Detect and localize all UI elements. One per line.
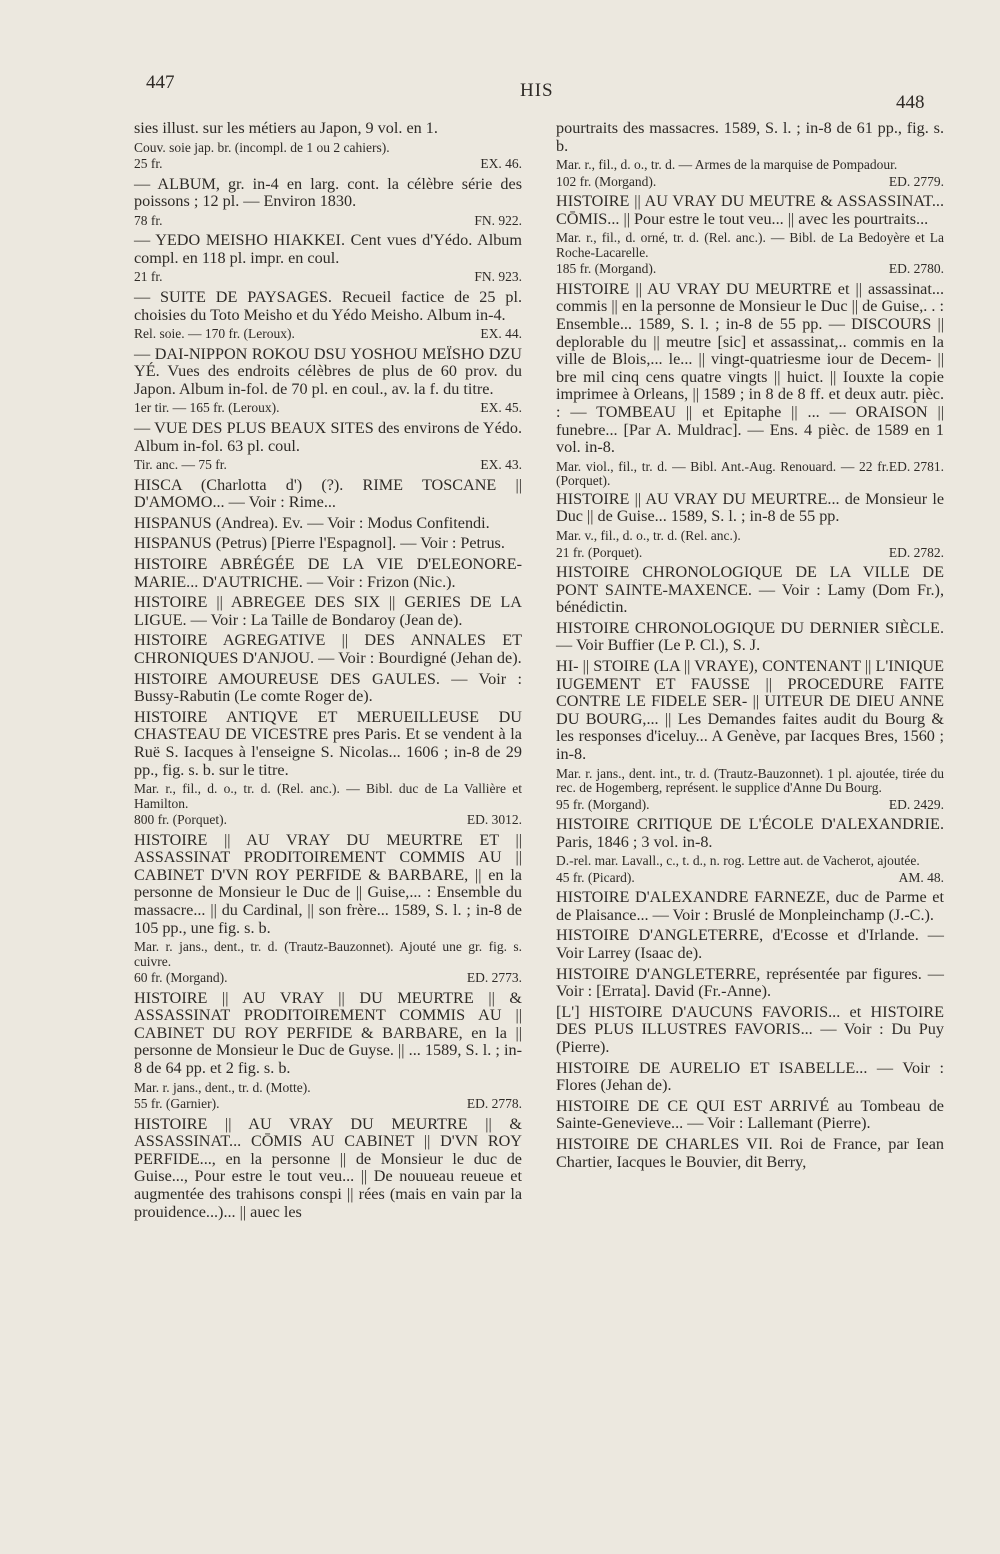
catalogue-entry (134, 458, 522, 473)
entry-text: Couv. soie jap. br. (incompl. de 1 ou 2 cahiers). (134, 139, 390, 155)
entry-reference: ED. 2779. (888, 173, 944, 189)
entry-text: HISTOIRE ABRÉGÉE DE LA VIE D'ELEONORE-MARIE... D'AUTRICHE. — Voir : Frizon (Nic.). (134, 555, 522, 591)
entry-text: Mar. r., fil., d. o., tr. d. (Rel. anc.). — Bibl. duc de La Vallière et Hamilton. (134, 781, 522, 811)
entry-text: — ALBUM, gr. in-4 en larg. cont. la célèbre série des poissons ; 12 pl. — Environ 1830. (134, 174, 522, 211)
entry-reference: FN. 923. (474, 269, 522, 285)
page-number-right: 448 (896, 92, 925, 113)
entry-text: HISTOIRE AMOUREUSE DES GAULES. — Voir : Bussy-Rabutin (Le comte Roger de). (134, 669, 522, 706)
catalogue-entry (134, 813, 522, 828)
catalogue-entry (556, 491, 944, 526)
catalogue-entry (556, 262, 944, 277)
entry-text: Mar. viol., fil., tr. d. — Bibl. Ant.-Aug. Renouard. — 22 fr. (Porquet). (556, 458, 889, 489)
catalogue-entry (556, 1060, 944, 1095)
entry-text: 21 fr. (Porquet). (556, 544, 643, 560)
entry-text: 45 fr. (Picard). (556, 869, 635, 885)
catalogue-entry (134, 270, 522, 285)
entry-text: — YEDO MEISHO HIAKKEI. Cent vues d'Yédo. Album compl. en 118 pl. impr. en coul. (134, 231, 522, 267)
entry-text: 55 fr. (Garnier). (134, 1096, 220, 1112)
entry-text: D.-rel. mar. Lavall., c., t. d., n. rog. Lettre aut. de Vacherot, ajoutée. (556, 853, 920, 869)
catalogue-entry (134, 141, 522, 156)
entry-text: HISTOIRE || AU VRAY DU MEURTRE et || assassinat... commis || en la personne de Monsieur le Duc || de Guise,. . : Ensemble... 1589, S. l. ; in-8 de 55 pp. — DISCOURS || deplorable du || meutre [sic] et assassinat,.. commis en la ville de Blois,... le... || vingt-quatriesme iour de Decem- || bre mil cinq cens quatre vingts || huict. || Iouxte la copie imprimee à Orleans, || 1589 ; in 8 de 8 ff. et deux autr. pièc. : — TOMBEAU || et Epitaphe || ... — ORAISON || funebre... [Par A. Muldrac]. — Ens. 4 pièc. de 1589 en 1 vol. in-8. (556, 279, 944, 457)
catalogue-entry (134, 594, 522, 629)
catalogue-entry (556, 529, 944, 544)
catalogue-entry (556, 158, 944, 173)
entry-text: HISTOIRE CHRONOLOGIQUE DE LA VILLE DE PONT SAINTE-MAXENCE. — Voir : Lamy (Dom Fr.), bénédictin. (556, 563, 944, 617)
catalogue-entry (134, 782, 522, 811)
catalogue-entry (134, 157, 522, 172)
entry-text: HISTOIRE || AU VRAY DU MEURTRE || & ASSASSINAT... CŌMIS AU CABINET || D'VN ROY PERFIDE..., en la personne || de Monsieur le duc de Guise..., Pour estre le tout veu... || De nouueau reueue et augmentée des trahisons conspi || rées (mais en vain par la prouidence...)... || auec les (134, 1114, 522, 1221)
entry-reference: ED. 2782. (888, 544, 944, 560)
entry-text: Mar. r., fil., d. orné, tr. d. (Rel. anc.). — Bibl. de La Bedoyère et La Roche-Lacarelle. (556, 230, 944, 260)
entry-reference: ED. 2429. (888, 796, 944, 812)
catalogue-entry (134, 556, 522, 591)
entry-reference: AM. 48. (898, 869, 944, 885)
catalogue-entry (556, 281, 944, 457)
entry-text: Mar. r. jans., dent., tr. d. (Motte). (134, 1079, 311, 1095)
catalogue-entry (134, 940, 522, 969)
entry-text: Mar. r. jans., dent. int., tr. d. (Trautz-Bauzonnet). 1 pl. ajoutée, tirée du rec. de Hogemberg, représent. le supplice d'Anne Du Bourg. (556, 765, 944, 796)
catalogue-entry (134, 709, 522, 779)
entry-text: 78 fr. (134, 212, 163, 228)
entry-text: pourtraits des massacres. 1589, S. l. ; in-8 de 61 pp., fig. s. b. (556, 119, 944, 155)
entry-text: Mar. v., fil., d. o., tr. d. (Rel. anc.). (556, 528, 741, 543)
entry-text: HISTOIRE DE AURELIO ET ISABELLE... — Voir : Flores (Jehan de). (556, 1058, 944, 1095)
catalogue-entry (134, 289, 522, 324)
entry-text: HISCA (Charlotta d') (?). RIME TOSCANE || D'AMOMO... — Voir : Rime... (134, 475, 522, 512)
entry-reference: ED. 3012. (466, 812, 522, 828)
catalogue-entry (556, 798, 944, 813)
catalogue-entry (556, 871, 944, 886)
catalogue-entry (134, 346, 522, 399)
entry-text: HISTOIRE || AU VRAY DU MEURTRE ET || ASSASSINAT PRODITOIREMENT COMMIS AU || CABINET D'VN ROY PERFIDE & BARBARE, || en la personne de Monsieur le Duc de || Guise,... : Ensemble du massacre... || du Cardinal, || son frère... 1589, S. l. ; in-8 de 105 pp., une fig. s. b. (134, 830, 522, 937)
entry-text: HI- || STOIRE (LA || VRAYE), CONTENANT || L'INIQUE IUGEMENT ET FAUSSE || PROCEDURE FAITE CONTRE LE FIDELE SER- || UITEUR DE DIEU ANNE DU BOURG,... || Les Demandes faites audit du Bourg & les responses d'iceluy... A Genève, par Iacques Bres, 1560 ; in-8. (556, 656, 944, 763)
catalogue-entry (134, 971, 522, 986)
catalogue-entry (134, 632, 522, 667)
entry-text: 1er tir. — 165 fr. (Leroux). (134, 400, 280, 416)
entry-text: HISTOIRE DE CHARLES VII. Roi de France, par Iean Chartier, Iacques le Bouvier, dit Berry, (556, 1134, 944, 1171)
entry-text: Mar. r. jans., dent., tr. d. (Trautz-Bauzonnet). Ajouté une gr. fig. s. cuivre. (134, 939, 522, 969)
entry-text: HISTOIRE || AU VRAY || DU MEURTRE || & ASSASSINAT PRODITOIREMENT COMMIS AU || CABINET DU ROY PERFIDE & BARBARE, en la || personne de Monsieur le Duc de Guyse. || ... 1589, S. l. ; in-8 de 64 pp. et 2 fig. s. b. (134, 988, 522, 1078)
entry-text: 95 fr. (Morgand). (556, 796, 650, 812)
left-column (134, 120, 522, 1224)
catalogue-entry (134, 1081, 522, 1096)
catalogue-entry (556, 658, 944, 764)
entry-text: HISPANUS (Petrus) [Pierre l'Espagnol]. — Voir : Petrus. (134, 534, 505, 553)
catalogue-entry (556, 966, 944, 1001)
catalogue-entry (134, 1116, 522, 1222)
entry-text: Rel. soie. — 170 fr. (Leroux). (134, 326, 295, 342)
entry-text: Mar. r., fil., d. o., tr. d. — Armes de la marquise de Pompadour. (556, 157, 898, 173)
entry-text: HISTOIRE ANTIQVE ET MERUEILLEUSE DU CHASTEAU DE VICESTRE pres Paris. Et se vendent à la Ruë S. Iacques à l'enseigne S. Nicolas... 1606 ; in-8 de 29 pp., fig. s. b. sur le titre. (134, 707, 522, 779)
catalogue-entry (134, 232, 522, 267)
catalogue-entry (134, 990, 522, 1078)
catalogue-entry (556, 460, 944, 489)
entry-reference: EX. 43. (480, 457, 522, 473)
right-column (556, 120, 944, 1174)
entry-reference: FN. 922. (474, 212, 522, 228)
entry-reference: EX. 45. (480, 400, 522, 416)
catalogue-entry (134, 832, 522, 938)
entry-reference: EX. 44. (480, 326, 522, 342)
entry-text: — SUITE DE PAYSAGES. Recueil factice de 25 pl. choisies du Toto Meisho et du Yédo Meisho. Album in-4. (134, 287, 522, 324)
catalogue-entry (134, 1097, 522, 1112)
catalogue-entry (556, 564, 944, 617)
catalogue-entry (556, 1136, 944, 1171)
entry-text: HISTOIRE DE CE QUI EST ARRIVÉ au Tombeau de Sainte-Genevieve... — Voir : Lallemant (Pierre). (556, 1096, 944, 1133)
entry-text: HISTOIRE AGREGATIVE || DES ANNALES ET CHRONIQUES D'ANJOU. — Voir : Bourdigné (Jehan de). (134, 631, 522, 667)
entry-text: — VUE DES PLUS BEAUX SITES des environs de Yédo. Album in-fol. 63 pl. coul. (134, 418, 522, 455)
entry-text: 800 fr. (Porquet). (134, 812, 227, 828)
entry-text: HISTOIRE || ABREGEE DES SIX || GERIES DE LA LIGUE. — Voir : La Taille de Bondaroy (Jean de). (134, 593, 522, 629)
catalogue-entry (556, 854, 944, 869)
entry-text: HISTOIRE D'ANGLETERRE, d'Ecosse et d'Irlande. — Voir Larrey (Isaac de). (556, 926, 944, 962)
entry-text: 25 fr. (134, 156, 163, 172)
catalogue-entry (134, 401, 522, 416)
catalogue-entry (134, 176, 522, 211)
catalogue-entry (556, 231, 944, 260)
entry-text: 60 fr. (Morgand). (134, 970, 228, 986)
catalogue-entry (556, 927, 944, 962)
catalogue-entry (134, 671, 522, 706)
entry-text: HISTOIRE D'ANGLETERRE, représentée par figures. — Voir : [Errata]. David (Fr.-Anne). (556, 964, 944, 1001)
catalogue-entry (134, 327, 522, 342)
entry-text: HISTOIRE CRITIQUE DE L'ÉCOLE D'ALEXANDRIE. Paris, 1846 ; 3 vol. in-8. (556, 815, 944, 851)
catalogue-entry (134, 515, 522, 533)
catalogue-entry (556, 767, 944, 796)
catalogue-entry (134, 477, 522, 512)
entry-text: [L'] HISTOIRE D'AUCUNS FAVORIS... et HISTOIRE DES PLUS ILLUSTRES FAVORIS... — Voir : Du Puy (Pierre). (556, 1002, 944, 1056)
running-title: HIS (520, 80, 554, 101)
entry-text: 21 fr. (134, 269, 163, 285)
entry-reference: ED. 2781. (888, 458, 944, 474)
catalogue-entry (556, 120, 944, 155)
catalogue-entry (556, 193, 944, 228)
catalogue-entry (556, 816, 944, 851)
catalogue-entry (134, 420, 522, 455)
entry-text: — DAI-NIPPON ROKOU DSU YOSHOU MEÏSHO DZU YÉ. Vues des endroits célèbres de plus de 60 prov. du Japon. Album in-fol. de 70 pl. en coul., av. la f. du titre. (134, 344, 522, 398)
catalogue-entry (556, 175, 944, 190)
catalogue-entry (134, 120, 522, 138)
entry-text: Tir. anc. — 75 fr. (134, 457, 227, 473)
catalogue-entry (134, 214, 522, 229)
page-number-left: 447 (146, 72, 175, 93)
entry-text: HISTOIRE D'ALEXANDRE FARNEZE, duc de Parme et de Plaisance... — Voir : Bruslé de Monpleinchamp (J.-C.). (556, 888, 944, 924)
entry-text: HISTOIRE || AU VRAY DU MEURTRE... de Monsieur le Duc || de Guise... 1589, S. l. ; in-8 de 55 pp. (556, 489, 944, 526)
entry-text: HISTOIRE CHRONOLOGIQUE DU DERNIER SIÈCLE. — Voir Buffier (Le P. Cl.), S. J. (556, 618, 944, 655)
entry-reference: ED. 2773. (466, 970, 522, 986)
entry-reference: ED. 2778. (466, 1096, 522, 1112)
entry-reference: EX. 46. (480, 156, 522, 172)
catalogue-entry (134, 535, 522, 553)
catalogue-entry (556, 620, 944, 655)
catalogue-entry (556, 1004, 944, 1057)
catalogue-entry (556, 546, 944, 561)
entry-text: sies illust. sur les métiers au Japon, 9 vol. en 1. (134, 119, 438, 137)
entry-text: 185 fr. (Morgand). (556, 261, 657, 277)
entry-text: 102 fr. (Morgand). (556, 173, 657, 189)
catalogue-entry (556, 1098, 944, 1133)
entry-reference: ED. 2780. (888, 261, 944, 277)
entry-text: HISPANUS (Andrea). Ev. — Voir : Modus Confitendi. (134, 513, 490, 532)
catalogue-entry (556, 889, 944, 924)
entry-text: HISTOIRE || AU VRAY DU MEUTRE & ASSASSINAT... CŌMIS... || Pour estre le tout veu... || avec les pourtraits... (556, 192, 944, 228)
